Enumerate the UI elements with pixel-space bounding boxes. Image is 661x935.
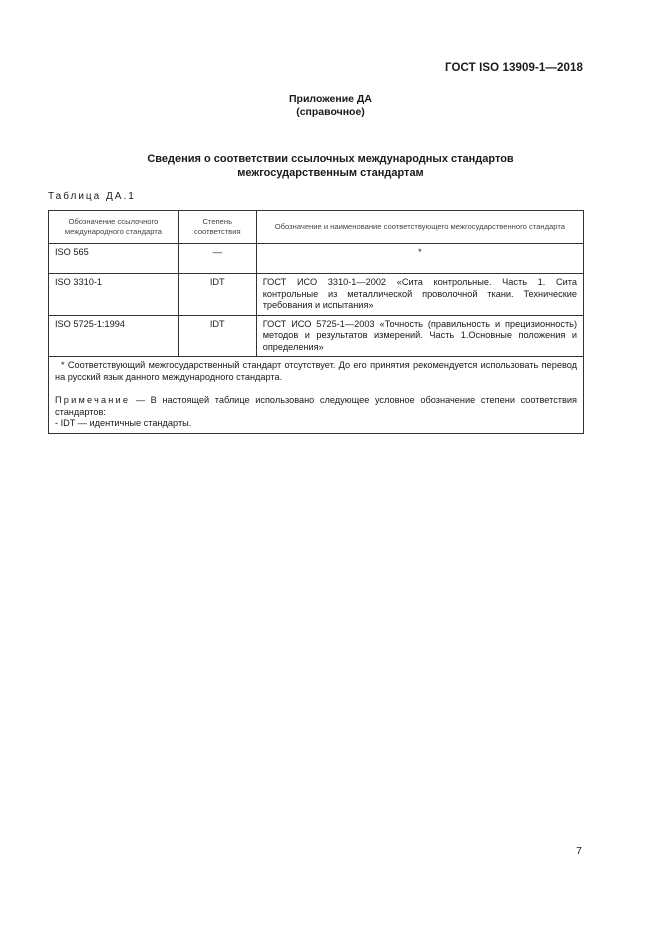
national-standard-cell: * [256,244,583,274]
degree-cell: — [178,244,256,274]
national-standard-cell: ГОСТ ИСО 3310-1—2002 «Сита контрольные. Часть 1. Сита контрольные из металлической проволочной ткани. Технические требования и испытания» [256,274,583,316]
correspondence-table [48,210,584,434]
table-caption [48,191,136,202]
column-header: Степень соответствия [178,211,256,244]
ref-standard-cell: ISO 565 [49,244,179,274]
table-row [49,244,584,274]
appendix-subtitle: (справочное) [296,106,365,118]
table-row [49,274,584,316]
table-header-row [49,211,584,244]
ref-standard-cell: ISO 5725-1:1994 [49,315,179,357]
table-footnote: * Соответствующий межгосударственный стандарт отсутствует. До его принятия рекомендуется использовать перевод на русский язык данного международного стандарта. [55,360,577,382]
document-code: ГОСТ ISO 13909-1—2018 [445,62,583,74]
degree-cell: IDT [178,315,256,357]
ref-standard-cell: ISO 3310-1 [49,274,179,316]
section-title [0,153,661,180]
table-caption-number: ДА.1 [106,191,136,202]
national-standard-cell: ГОСТ ИСО 5725-1—2003 «Точность (правильность и прецизионность) методов и результатов измерений. Часть 1.Основные положения и определения» [256,315,583,357]
page-number: 7 [576,845,582,857]
column-header: Обозначение ссылочного международного стандарта [49,211,179,244]
table-caption-word: Таблица [48,191,102,202]
table-notes [49,357,584,434]
note-item: - IDT — идентичные стандарты. [55,418,192,428]
table-row [49,315,584,357]
appendix-heading [0,93,661,119]
section-title-line2: межгосударственным стандартам [237,166,424,179]
table-note [55,395,577,430]
note-label: Примечание [55,395,131,405]
degree-cell: IDT [178,274,256,316]
table-notes-row [49,357,584,434]
section-title-line1: Сведения о соответствии ссылочных международных стандартов [147,153,514,165]
column-header: Обозначение и наименование соответствующего межгосударственного стандарта [256,211,583,244]
appendix-title: Приложение ДА [289,93,372,105]
note-text: — В настоящей таблице использовано следующее условное обозначение степени соответствия стандартов: [55,395,577,417]
